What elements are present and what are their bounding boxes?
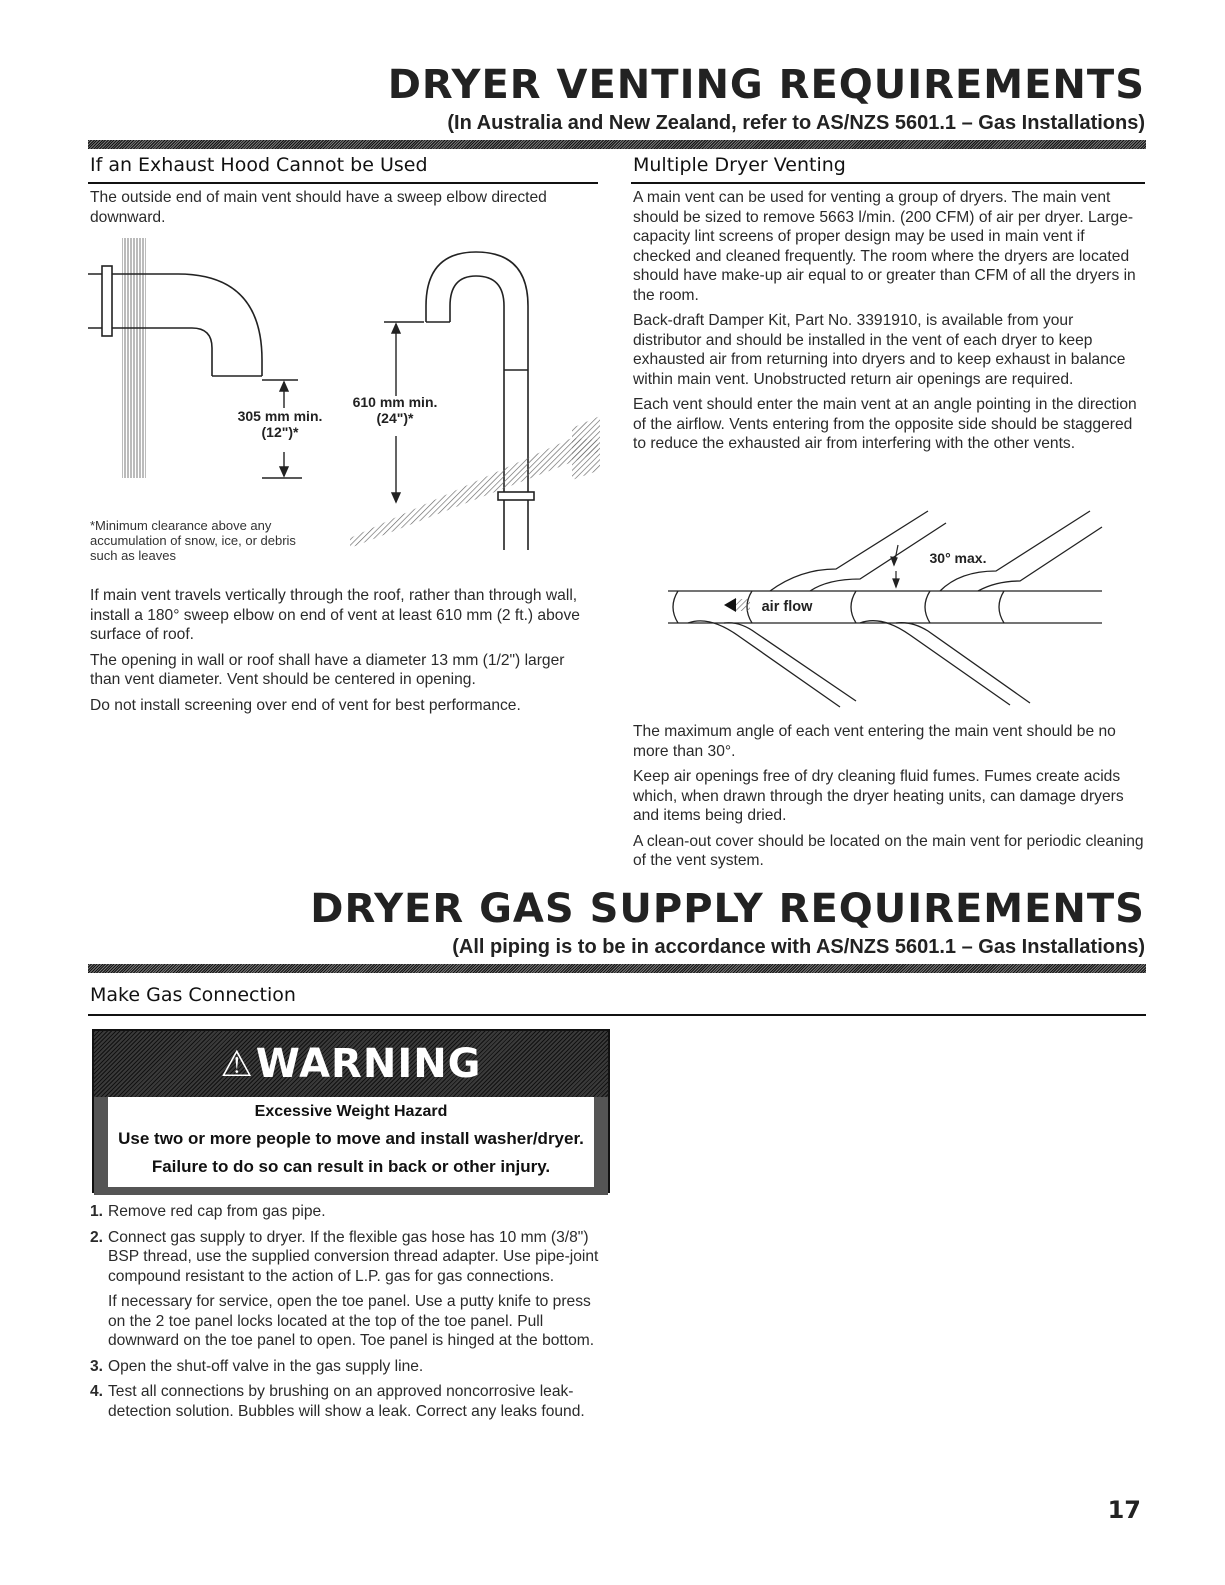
- roof-edge-hatch: [572, 416, 600, 480]
- step-1: [90, 1202, 600, 1222]
- multiple-para-4: The maximum angle of each vent entering the main vent should be no more than 30°.: [633, 723, 1116, 760]
- label-305-mm: 305 mm min.: [237, 408, 323, 424]
- wall-elbow-pipe: [88, 266, 262, 376]
- multiple-venting-diagram: [660, 505, 1110, 715]
- exhaust-hood-intro: The outside end of main vent should have a sweep elbow directed downward.: [90, 189, 547, 226]
- multiple-venting-notes: [633, 722, 1145, 877]
- warning-symbol-icon: ⚠: [220, 1043, 254, 1085]
- exhaust-hood-para-3: Do not install screening over end of vent for best performance.: [90, 696, 521, 714]
- warning-hazard: Excessive Weight Hazard: [254, 1103, 448, 1120]
- warning-header: [94, 1031, 608, 1097]
- lower-branch-vents: [688, 621, 1030, 707]
- multiple-venting-heading: Multiple Dryer Venting: [633, 154, 846, 176]
- angle-label: 30° max.: [929, 550, 987, 566]
- step-2-note: If necessary for service, open the toe panel. Use a putty knife to press on the 2 toe panel locks located at the top of the toe panel. Pull downward on the toe panel to open. Toe panel is hinged at the bottom.: [108, 1293, 595, 1349]
- roof-hatch: [350, 438, 598, 548]
- step-2-number: 2.: [90, 1228, 104, 1246]
- airflow-arrow: [724, 598, 736, 612]
- exhaust-hood-body: [90, 586, 595, 721]
- angle-indicator: [891, 545, 899, 587]
- multiple-venting-heading-rule: [631, 182, 1145, 184]
- label-610-mm: 610 mm min.: [352, 394, 438, 410]
- warning-line-2: Failure to do so can result in back or other injury.: [151, 1157, 551, 1176]
- step-2: [90, 1228, 600, 1351]
- header-rule: [88, 140, 1146, 149]
- step-4-number: 4.: [90, 1383, 104, 1400]
- step-3-number: 3.: [90, 1357, 104, 1375]
- exhaust-hood-para-1: If main vent travels vertically through the roof, rather than through wall, install a 180° sweep elbow on end of vent at least 610 mm (2 ft.) above surface of roof.: [90, 587, 580, 643]
- warning-box: [92, 1029, 610, 1193]
- airflow-arrow-tail: [736, 599, 750, 611]
- step-1-number: 1.: [90, 1203, 104, 1220]
- label-610-in: (24")*: [376, 410, 414, 426]
- multiple-para-6: A clean-out cover should be located on the main vent for periodic cleaning of the vent system.: [633, 832, 1144, 869]
- warning-body: [94, 1097, 608, 1195]
- label-305: [230, 408, 330, 440]
- steps-list: [90, 1202, 600, 1421]
- step-4: [90, 1382, 600, 1421]
- clearance-footnote: *Minimum clearance above any accumulation of snow, ice, or debris such as leaves: [90, 518, 296, 563]
- multiple-para-2: Back-draft Damper Kit, Part No. 3391910, is available from your distributor and should be installed in the vent of each dryer to keep exhausted air from returning into dryers and to keep exhaust in balance within main vent. Unobstructed return air openings are required.: [633, 312, 1126, 388]
- exhaust-hood-heading: If an Exhaust Hood Cannot be Used: [90, 154, 428, 176]
- airflow-label: air flow: [761, 599, 813, 615]
- venting-subtitle: (In Australia and New Zealand, refer to AS/NZS 5601.1 – Gas Installations): [447, 112, 1145, 134]
- exhaust-hood-heading-rule: [88, 182, 598, 184]
- step-3: [90, 1357, 600, 1377]
- multiple-venting-body: [633, 188, 1145, 460]
- multiple-para-5: Keep air openings free of dry cleaning fluid fumes. Fumes create acids which, when drawn through the dryer heating units, can damage dryers and items being dried.: [633, 768, 1124, 824]
- step-4-text: Test all connections by brushing on an approved noncorrosive leak-detection solution. Bubbles will show a leak. Correct any leaks found.: [108, 1383, 585, 1420]
- page-number: 17: [1107, 1496, 1141, 1524]
- gas-connection-heading-rule: [88, 1014, 1146, 1016]
- multiple-para-3: Each vent should enter the main vent at an angle pointing in the direction of the airflow. Vents entering from the opposite side should be staggered to reduce the exhausted air from interfering with the other vents.: [633, 396, 1137, 452]
- gas-connection-heading: Make Gas Connection: [90, 984, 296, 1006]
- label-610: [340, 394, 450, 426]
- gas-header-rule: [88, 964, 1146, 973]
- multiple-para-1: A main vent can be used for venting a group of dryers. The main vent should be sized to remove 5663 l/min. (200 CFM) of air per dryer. Large-capacity lint screens of proper design may be used in main vent if checked and cleaned frequently. The room where the dryers are located should have make-up air equal to or greater than CFM of all the dryers in the room.: [633, 189, 1136, 304]
- step-1-text: Remove red cap from gas pipe.: [108, 1203, 326, 1220]
- gas-title: DRYER GAS SUPPLY REQUIREMENTS: [310, 886, 1145, 932]
- step-2-text: Connect gas supply to dryer. If the flexible gas hose has 10 mm (3/8") BSP thread, use the supplied conversion thread adapter. Use pipe-joint compound resistant to the action of L.P. gas for gas connections.: [108, 1228, 599, 1285]
- exhaust-hood-para-2: The opening in wall or roof shall have a diameter 13 mm (1/2") larger than vent diameter. Vent should be centered in opening.: [90, 651, 565, 688]
- warning-title: WARNING: [255, 1041, 482, 1087]
- label-305-in: (12")*: [261, 424, 299, 440]
- warning-line-1: Use two or more people to move and install washer/dryer.: [118, 1129, 584, 1148]
- gas-steps: [90, 1202, 600, 1427]
- gas-subtitle: (All piping is to be in accordance with AS/NZS 5601.1 – Gas Installations): [452, 936, 1145, 958]
- venting-title: DRYER VENTING REQUIREMENTS: [387, 62, 1145, 108]
- step-3-text: Open the shut-off valve in the gas supply line.: [108, 1357, 424, 1375]
